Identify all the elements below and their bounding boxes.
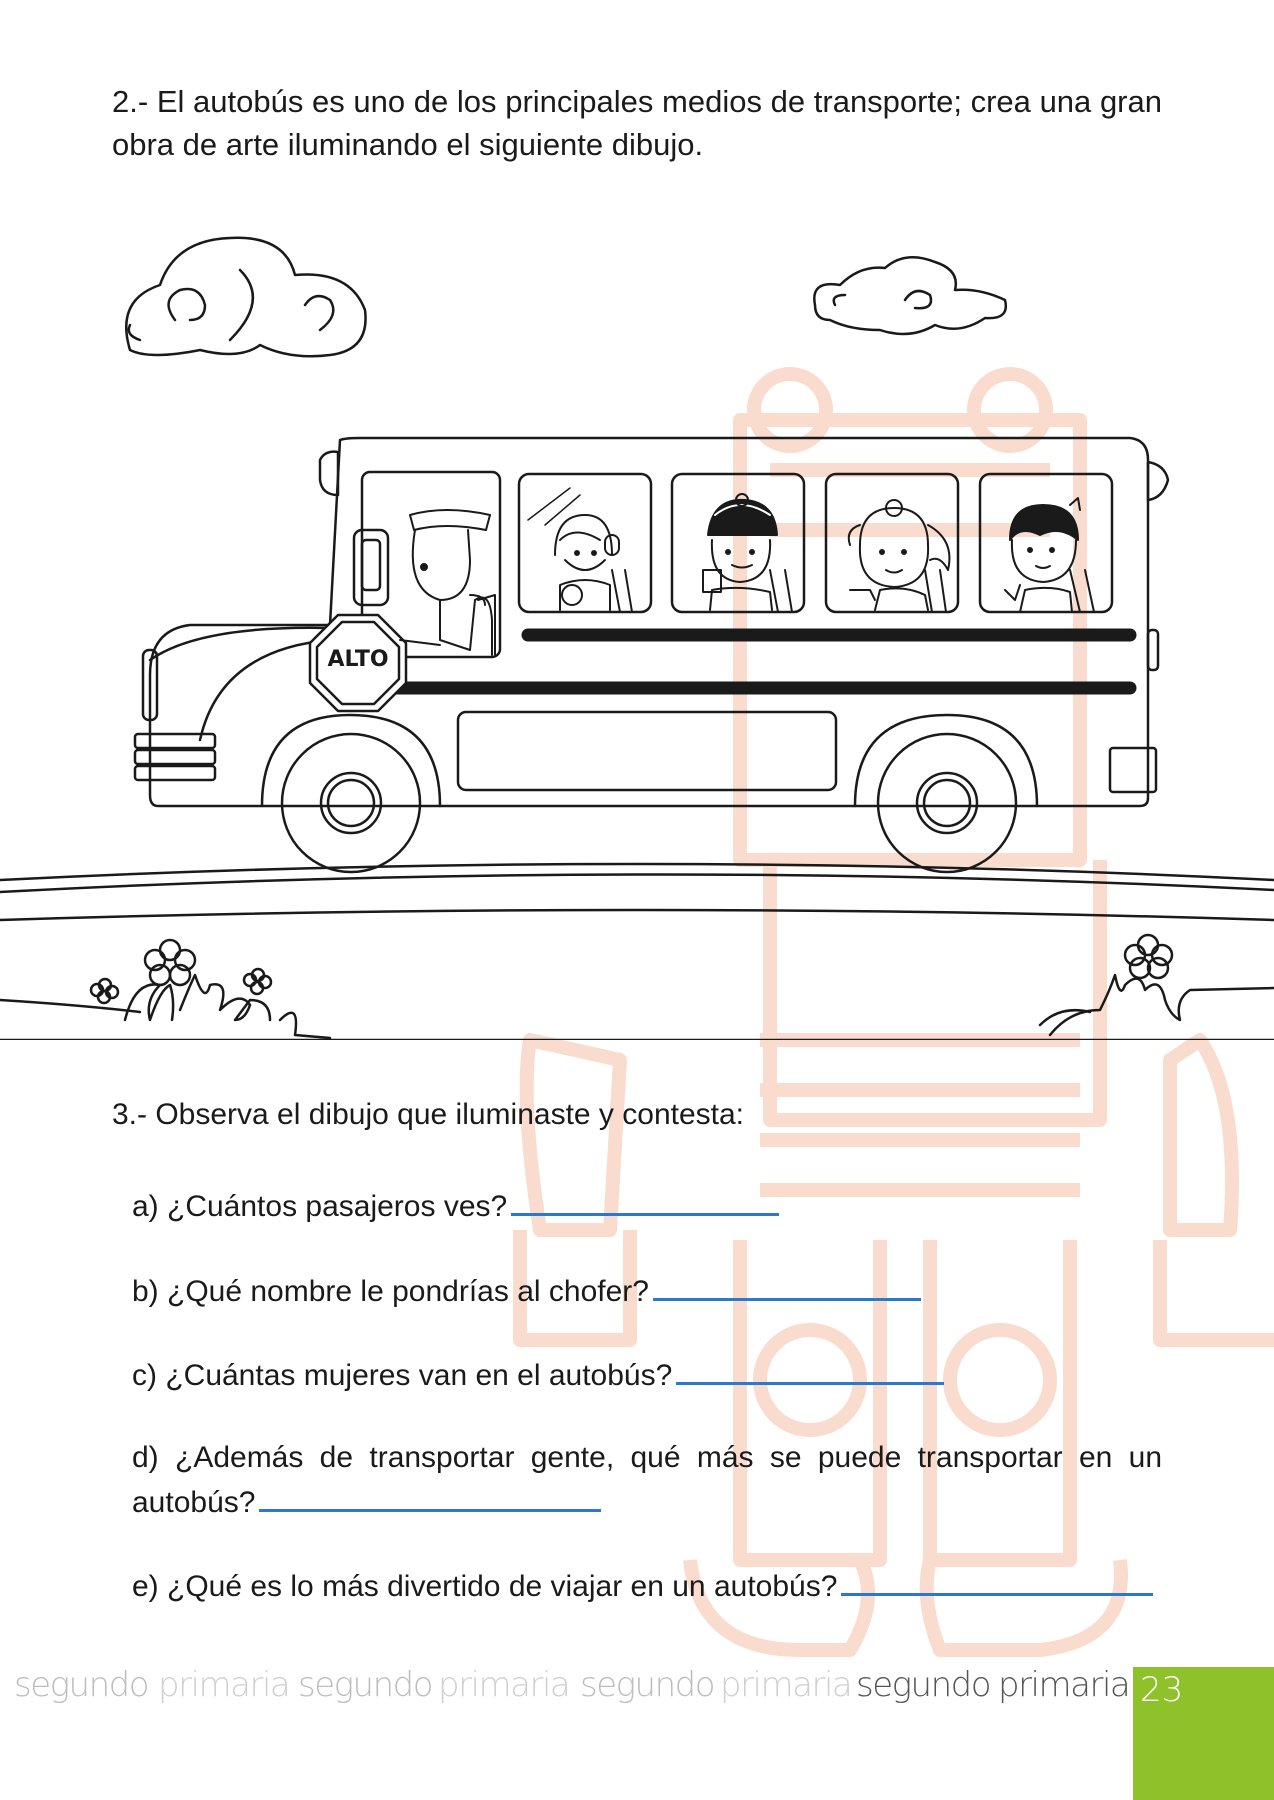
footer-word: segundo [298,1665,433,1705]
question-c [132,1352,1162,1397]
passenger-girl-headphones [555,515,632,612]
question-b [132,1268,1162,1313]
cloud-left-icon [126,238,365,356]
footer-word: primaria [720,1665,852,1705]
flowers-right-icon [1040,935,1274,1035]
passenger-boy-cap [703,494,792,612]
question-b-text: b) ¿Qué nombre le pondrías al chofer? [132,1275,649,1308]
answer-line-b[interactable] [653,1268,921,1301]
footer-word: segundo [856,1665,991,1705]
answer-line-d[interactable] [259,1479,601,1512]
footer-word: segundo [14,1665,149,1705]
cloud-right-icon [814,257,1006,334]
school-bus-icon [135,438,1168,872]
question-d-text: d) ¿Además de transportar gente, qué más se puede transportar en un autobús? [132,1441,1162,1519]
footer-word: primaria [158,1665,290,1705]
passenger-girl-pigtails [849,500,950,612]
footer-word: segundo [580,1665,715,1705]
question-a-text: a) ¿Cuántos pasajeros ves? [132,1190,508,1223]
answer-line-c[interactable] [676,1352,944,1385]
question-e-text: e) ¿Qué es lo más divertido de viajar en un autobús? [132,1570,838,1603]
flowers-left-icon [0,940,330,1038]
passenger-boy-writing [1005,498,1094,612]
exercise-3-title: 3.- Observa el dibujo que iluminaste y contesta: [112,1098,745,1131]
driver-figure [400,510,495,655]
page-number: 23 [1140,1670,1184,1710]
answer-line-a[interactable] [511,1183,779,1216]
question-a [132,1183,1162,1228]
answer-line-e[interactable] [841,1563,1153,1596]
question-e [132,1563,1162,1608]
footer-series-strip [0,1665,1130,1735]
question-c-text: c) ¿Cuántas mujeres van en el autobús? [132,1359,673,1392]
stop-sign-label: ALTO [327,647,389,672]
question-d [132,1437,1162,1524]
footer-word: primaria [998,1665,1130,1705]
exercise-2-instruction: 2.- El autobús es uno de los principales medios de transporte; crea una gran obra de arte iluminando el siguiente dibujo. [112,84,1162,162]
footer-word: primaria [438,1665,570,1705]
